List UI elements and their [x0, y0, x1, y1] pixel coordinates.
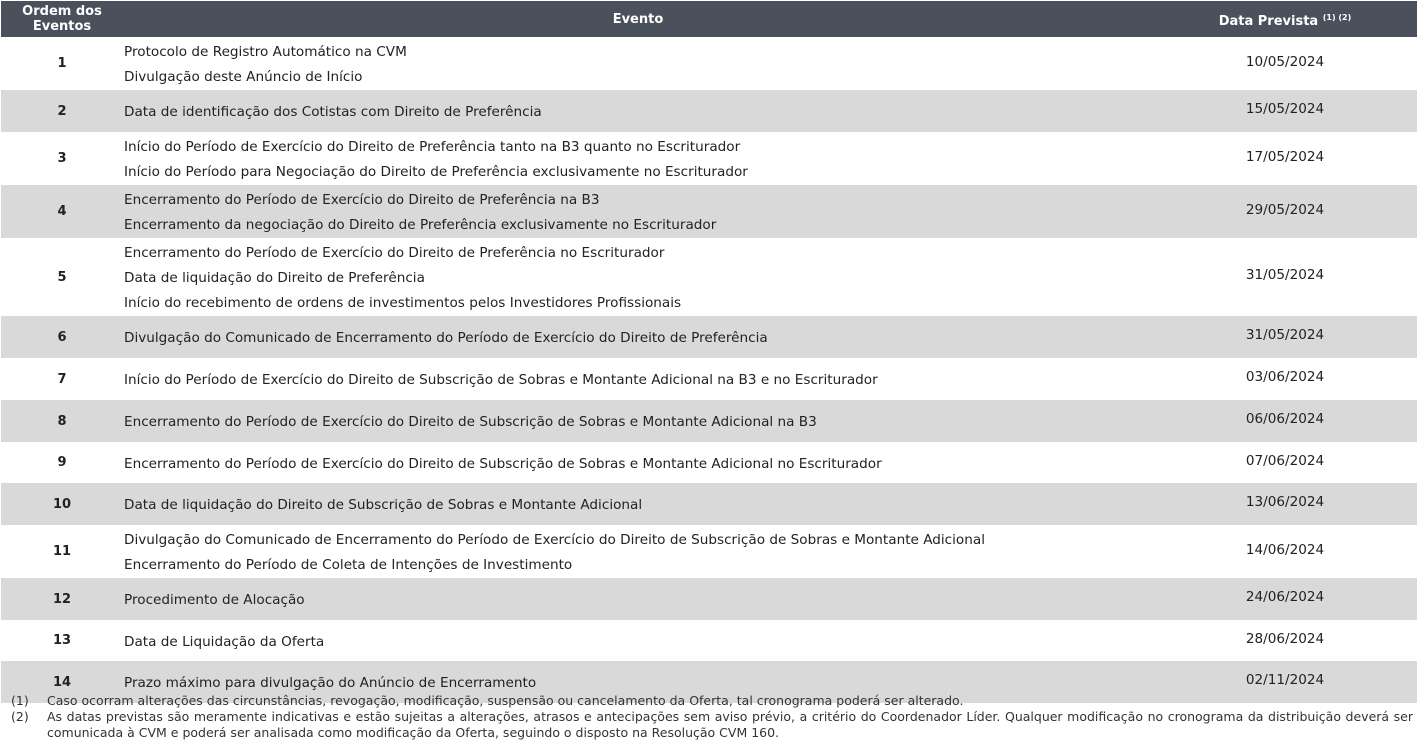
header-event: Evento — [123, 1, 1153, 37]
table-row — [1, 578, 1417, 620]
event-cell — [123, 185, 1153, 238]
event-description: Início do recebimento de ordens de investimentos pelos Investidores Profissionais — [124, 295, 682, 311]
event-description: Encerramento do Período de Exercício do Direito de Subscrição de Sobras e Montante Adicional no Escriturador — [124, 455, 882, 472]
event-description: Encerramento do Período de Exercício do Direito de Preferência no Escriturador — [124, 245, 665, 261]
event-description: Encerramento do Período de Exercício do Direito de Preferência na B3 — [124, 192, 600, 208]
event-date: 28/06/2024 — [1245, 630, 1325, 647]
event-order: 1 — [57, 56, 67, 71]
event-cell — [123, 316, 1153, 358]
table-row — [1, 316, 1417, 358]
header-date-label: Data Prevista — [1218, 13, 1319, 29]
footnote-number: (1) — [11, 693, 29, 708]
event-cell — [123, 400, 1153, 442]
footnote — [11, 693, 1413, 709]
event-date: 31/05/2024 — [1153, 316, 1417, 358]
event-description: Encerramento do Período de Exercício do Direito de Subscrição de Sobras e Montante Adicional na B3 — [124, 414, 817, 430]
event-date: 02/11/2024 — [1153, 661, 1417, 703]
event-description: Divulgação deste Anúncio de Início — [124, 69, 363, 85]
table-row — [1, 132, 1417, 185]
event-cell — [123, 620, 1153, 661]
event-order: 7 — [57, 371, 67, 387]
event-date: 10/05/2024 — [1245, 53, 1325, 70]
table-row — [1, 238, 1417, 316]
schedule-table — [1, 1, 1417, 703]
header-order-label: Ordem dos Eventos — [22, 4, 102, 34]
header-date — [1153, 1, 1417, 37]
event-order: 3 — [57, 151, 67, 166]
table-row — [1, 37, 1417, 90]
schedule-body — [1, 37, 1417, 703]
event-description: Protocolo de Registro Automático na CVM — [124, 44, 407, 60]
footnote-text: Caso ocorram alterações das circunstâncias, revogação, modificação, suspensão ou cancelamento da Oferta, tal cronograma poderá ser alterado. — [47, 693, 964, 708]
event-description: Encerramento da negociação do Direito de Preferência exclusivamente no Escriturador — [124, 217, 717, 233]
event-description: Divulgação do Comunicado de Encerramento do Período de Exercício do Direito de Subscrição de Sobras e Montante Adicional — [124, 532, 985, 548]
event-description: Divulgação do Comunicado de Encerramento do Período de Exercício do Direito de Preferência — [124, 330, 768, 346]
event-order: 10 — [1, 483, 123, 525]
table-row — [1, 620, 1417, 661]
event-order: 2 — [1, 90, 123, 132]
table-row — [1, 400, 1417, 442]
event-date: 17/05/2024 — [1245, 148, 1325, 165]
event-cell — [123, 525, 1153, 578]
table-row — [1, 483, 1417, 525]
footnote — [11, 709, 1413, 741]
event-order: 4 — [1, 185, 123, 238]
event-order: 11 — [52, 544, 72, 559]
event-date: 15/05/2024 — [1153, 90, 1417, 132]
event-description: Início do Período para Negociação do Direito de Preferência exclusivamente no Escriturador — [124, 164, 748, 180]
footnotes — [11, 693, 1413, 741]
table-row — [1, 442, 1417, 483]
event-order: 8 — [1, 400, 123, 442]
event-date: 31/05/2024 — [1245, 267, 1325, 283]
event-date: 07/06/2024 — [1245, 452, 1325, 469]
event-description: Início do Período de Exercício do Direito de Preferência tanto na B3 quanto no Escriturador — [124, 139, 741, 155]
event-description: Encerramento do Período de Coleta de Intenções de Investimento — [124, 557, 573, 573]
event-description: Procedimento de Alocação — [124, 592, 305, 608]
event-order: 9 — [57, 455, 67, 470]
event-description: Prazo máximo para divulgação do Anúncio de Encerramento — [124, 675, 537, 691]
event-description: Data de liquidação do Direito de Preferência — [124, 270, 425, 286]
event-cell — [123, 578, 1153, 620]
header-date-footnote-refs: (1) (2) — [1322, 12, 1352, 22]
event-date: 06/06/2024 — [1153, 400, 1417, 442]
event-cell — [123, 132, 1153, 185]
event-date: 14/06/2024 — [1245, 541, 1325, 558]
event-description: Início do Período de Exercício do Direito de Subscrição de Sobras e Montante Adicional na B3 e no Escriturador — [124, 372, 878, 388]
header-order — [1, 1, 123, 37]
event-description: Data de liquidação do Direito de Subscrição de Sobras e Montante Adicional — [124, 497, 643, 513]
event-order: 6 — [1, 316, 123, 358]
event-order: 14 — [1, 661, 123, 703]
table-row — [1, 358, 1417, 400]
event-description: Data de Liquidação da Oferta — [124, 633, 325, 650]
event-cell — [123, 90, 1153, 132]
footnote-number: (2) — [11, 709, 29, 724]
table-row — [1, 185, 1417, 238]
event-cell — [123, 442, 1153, 483]
event-cell — [123, 483, 1153, 525]
event-date: 29/05/2024 — [1153, 185, 1417, 238]
event-order: 13 — [52, 633, 72, 648]
table-row — [1, 90, 1417, 132]
event-cell — [123, 37, 1153, 90]
event-date: 24/06/2024 — [1153, 578, 1417, 620]
event-description: Data de identificação dos Cotistas com Direito de Preferência — [124, 104, 542, 120]
event-date: 13/06/2024 — [1153, 483, 1417, 525]
event-order: 5 — [57, 269, 67, 285]
footnote-text: As datas previstas são meramente indicativas e estão sujeitas a alterações, atrasos e antecipações sem aviso prévio, a critério do Coordenador Líder. Qualquer modificação no cronograma da distribuição deverá ser comunicada à CVM e poderá ser analisada como modificação da Oferta, seguindo o disposto na Resolução CVM 160. — [47, 709, 1413, 740]
event-cell — [123, 358, 1153, 400]
event-cell — [123, 238, 1153, 316]
event-date: 03/06/2024 — [1245, 369, 1325, 385]
event-order: 12 — [1, 578, 123, 620]
table-header-row — [1, 1, 1417, 37]
table-row — [1, 525, 1417, 578]
